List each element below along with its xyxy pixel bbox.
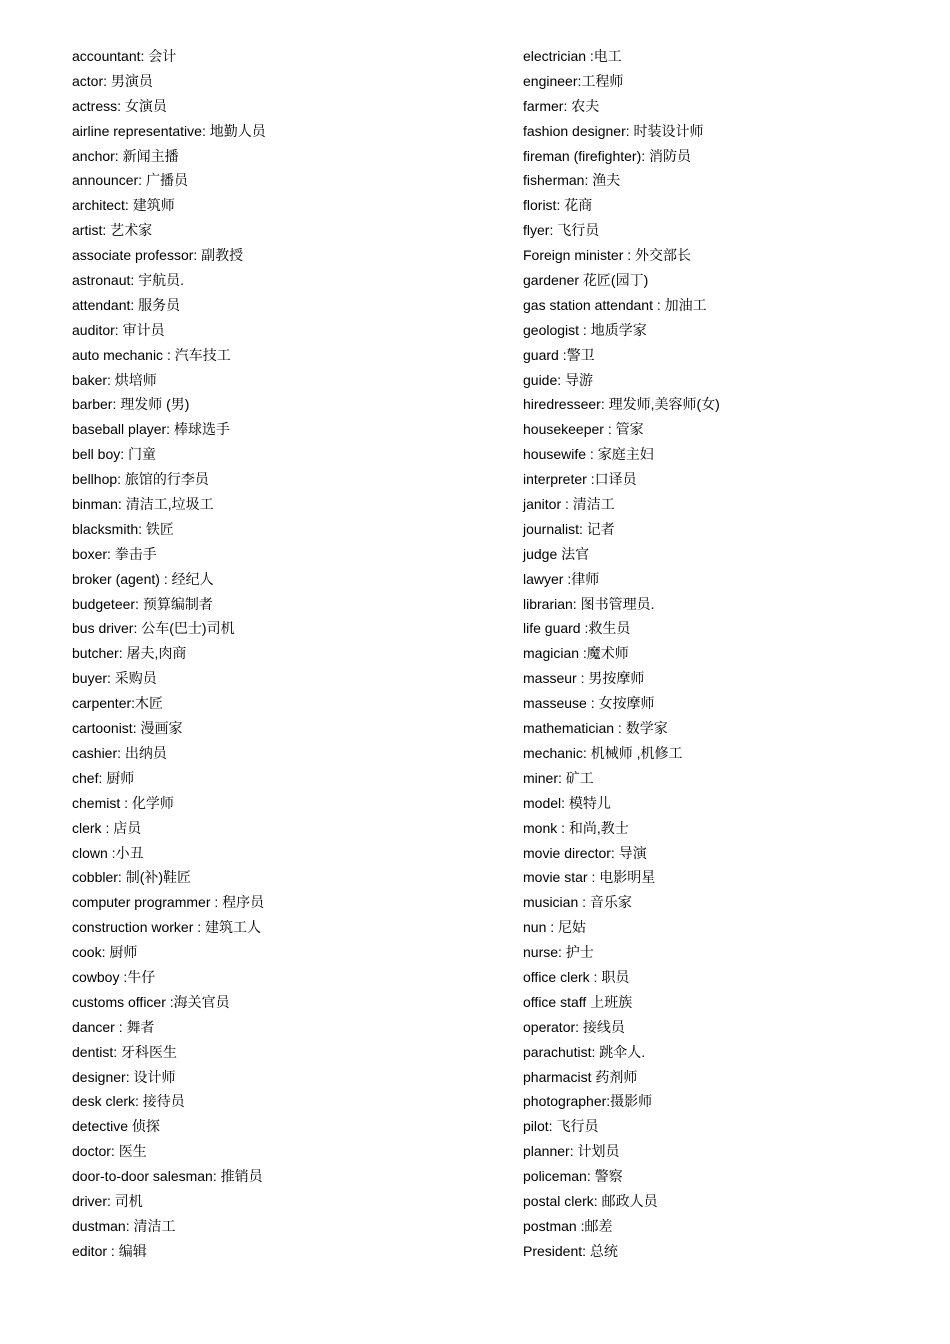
vocabulary-entry: monk : 和尚,教士: [523, 819, 629, 836]
vocabulary-entry: baker: 烘培师: [72, 371, 157, 388]
vocabulary-entry: parachutist: 跳伞人.: [523, 1043, 646, 1060]
vocabulary-entry: binman: 清洁工,垃圾工: [72, 496, 214, 513]
vocabulary-entry: movie director: 导演: [523, 844, 647, 861]
vocabulary-entry: magician :魔术师: [523, 645, 629, 662]
vocabulary-entry: fireman (firefighter): 消防员: [523, 147, 692, 164]
vocabulary-entry: chef: 厨师: [72, 769, 135, 786]
vocabulary-entry: editor : 编辑: [72, 1242, 147, 1259]
vocabulary-entry: housewife : 家庭主妇: [523, 446, 654, 463]
vocabulary-entry: astronaut: 宇航员.: [72, 272, 185, 289]
vocabulary-entry: planner: 计划员: [523, 1143, 620, 1160]
vocabulary-entry: journalist: 记者: [523, 520, 615, 537]
vocabulary-entry: actor: 男演员: [72, 72, 153, 89]
vocabulary-entry: office staff 上班族: [523, 993, 633, 1010]
vocabulary-entry: nun : 尼姑: [523, 919, 587, 936]
vocabulary-entry: dancer : 舞者: [72, 1018, 155, 1035]
vocabulary-entry: detective 侦探: [72, 1118, 160, 1135]
vocabulary-entry: cartoonist: 漫画家: [72, 720, 183, 737]
vocabulary-entry: butcher: 屠夫,肉商: [72, 645, 187, 662]
vocabulary-entry: cashier: 出纳员: [72, 744, 167, 761]
vocabulary-entry: farmer: 农夫: [523, 97, 600, 114]
vocabulary-entry: flyer: 飞行员: [523, 222, 600, 239]
vocabulary-entry: policeman: 警察: [523, 1168, 623, 1185]
vocabulary-entry: gardener 花匠(园丁): [523, 272, 649, 289]
vocabulary-entry: masseur : 男按摩师: [523, 670, 645, 687]
vocabulary-entry: blacksmith: 铁匠: [72, 520, 174, 537]
vocabulary-entry: attendant: 服务员: [72, 296, 181, 313]
vocabulary-entry: geologist : 地质学家: [523, 321, 647, 338]
vocabulary-entry: lawyer :律师: [523, 570, 600, 587]
vocabulary-entry: computer programmer : 程序员: [72, 894, 265, 911]
left-vocabulary-column: [72, 44, 492, 1264]
vocabulary-entry: pilot: 飞行员: [523, 1118, 599, 1135]
vocabulary-entry: postman :邮差: [523, 1217, 613, 1234]
vocabulary-entry: cowboy :牛仔: [72, 968, 156, 985]
vocabulary-entry: postal clerk: 邮政人员: [523, 1192, 658, 1209]
vocabulary-entry: hiredresseer: 理发师,美容师(女): [523, 396, 720, 413]
vocabulary-entry: announcer: 广播员: [72, 172, 188, 189]
vocabulary-entry: pharmacist 药剂师: [523, 1068, 638, 1085]
vocabulary-entry: nurse: 护士: [523, 944, 594, 961]
vocabulary-entry: anchor: 新闻主播: [72, 147, 179, 164]
vocabulary-entry: dustman: 清洁工: [72, 1217, 176, 1234]
vocabulary-entry: barber: 理发师 (男): [72, 396, 190, 413]
vocabulary-entry: life guard :救生员: [523, 620, 631, 637]
vocabulary-entry: housekeeper : 管家: [523, 421, 644, 438]
vocabulary-entry: buyer: 采购员: [72, 670, 157, 687]
vocabulary-entry: fisherman: 渔夫: [523, 172, 621, 189]
vocabulary-entry: guard :警卫: [523, 346, 595, 363]
vocabulary-entry: accountant: 会计: [72, 48, 177, 64]
vocabulary-entry: operator: 接线员: [523, 1018, 625, 1035]
vocabulary-entry: clown :小丑: [72, 844, 144, 861]
vocabulary-entry: architect: 建筑师: [72, 197, 175, 214]
vocabulary-entry: judge 法官: [523, 545, 590, 562]
vocabulary-entry: florist: 花商: [523, 197, 593, 214]
vocabulary-entry: construction worker : 建筑工人: [72, 919, 262, 936]
vocabulary-entry: designer: 设计师: [72, 1068, 176, 1085]
vocabulary-entry: dentist: 牙科医生: [72, 1043, 178, 1060]
vocabulary-entry: guide: 导游: [523, 371, 594, 388]
right-vocabulary-column: [523, 44, 923, 1264]
vocabulary-entry: broker (agent) : 经纪人: [72, 570, 214, 587]
vocabulary-entry: mechanic: 机械师 ,机修工: [523, 744, 683, 761]
vocabulary-entry: associate professor: 副教授: [72, 247, 244, 264]
vocabulary-entry: airline representative: 地勤人员: [72, 122, 266, 139]
vocabulary-entry: fashion designer: 时装设计师: [523, 122, 704, 139]
vocabulary-entry: miner: 矿工: [523, 769, 594, 786]
vocabulary-entry: Foreign minister : 外交部长: [523, 247, 692, 264]
vocabulary-entry: driver: 司机: [72, 1192, 143, 1209]
vocabulary-entry: office clerk : 职员: [523, 968, 630, 985]
vocabulary-entry: photographer:摄影师: [523, 1093, 653, 1110]
vocabulary-entry: interpreter :口译员: [523, 471, 637, 488]
vocabulary-entry: engineer:工程师: [523, 72, 624, 89]
vocabulary-entry: movie star : 电影明星: [523, 869, 656, 886]
vocabulary-entry: President: 总统: [523, 1242, 618, 1259]
vocabulary-entry: janitor : 清洁工: [523, 496, 615, 513]
vocabulary-entry: desk clerk: 接待员: [72, 1093, 185, 1110]
vocabulary-entry: artist: 艺术家: [72, 222, 153, 239]
vocabulary-entry: bell boy: 门童: [72, 446, 157, 463]
vocabulary-entry: cobbler: 制(补)鞋匠: [72, 869, 192, 886]
vocabulary-entry: clerk : 店员: [72, 819, 142, 836]
vocabulary-entry: auto mechanic : 汽车技工: [72, 346, 231, 363]
vocabulary-entry: cook: 厨师: [72, 944, 138, 961]
vocabulary-entry: customs officer :海关官员: [72, 993, 230, 1010]
vocabulary-entry: baseball player: 棒球选手: [72, 421, 230, 438]
vocabulary-entry: librarian: 图书管理员.: [523, 595, 655, 612]
vocabulary-entry: chemist : 化学师: [72, 794, 174, 811]
vocabulary-entry: gas station attendant : 加油工: [523, 296, 707, 313]
vocabulary-entry: auditor: 审计员: [72, 321, 165, 338]
vocabulary-entry: actress: 女演员: [72, 97, 167, 114]
vocabulary-entry: mathematician : 数学家: [523, 720, 668, 737]
vocabulary-entry: door-to-door salesman: 推销员: [72, 1168, 263, 1185]
vocabulary-entry: bus driver: 公车(巴士)司机: [72, 620, 235, 637]
vocabulary-entry: boxer: 拳击手: [72, 545, 157, 562]
vocabulary-entry: musician : 音乐家: [523, 894, 632, 911]
vocabulary-entry: electrician :电工: [523, 48, 622, 64]
vocabulary-entry: bellhop: 旅馆的行李员: [72, 471, 209, 488]
vocabulary-entry: model: 模特儿: [523, 794, 611, 811]
vocabulary-entry: budgeteer: 预算编制者: [72, 595, 213, 612]
vocabulary-entry: carpenter:木匠: [72, 695, 164, 712]
vocabulary-entry: doctor: 医生: [72, 1143, 147, 1160]
vocabulary-entry: masseuse : 女按摩师: [523, 695, 655, 712]
